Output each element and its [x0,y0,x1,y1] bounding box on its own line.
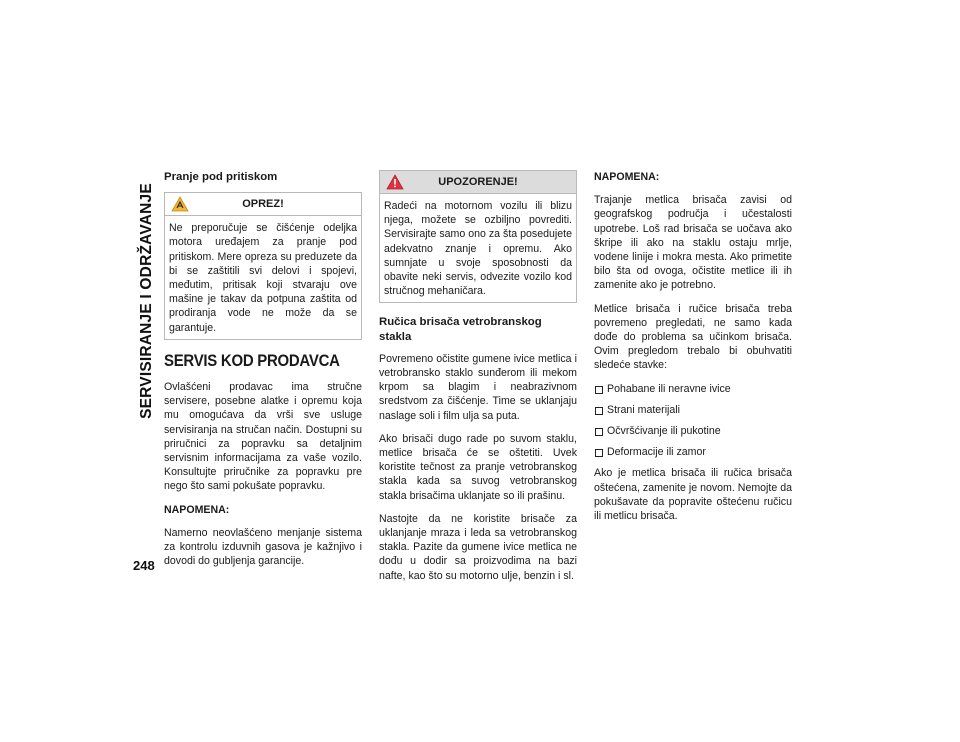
wiper-paragraph-2: Ako brisači dugo rade po suvom staklu, metlice brisača će se oštetiti. Uvek koristite tečnost za pranje vetrobranskog stakla kada sa suvog vetrobranskog stakla brisačima uklanjate so ili prašinu. [379,432,577,502]
warning-header [380,171,576,194]
pressure-wash-heading: Pranje pod pritiskom [164,171,278,183]
list-item: Strani materijali [594,403,792,417]
checkbox-square-icon [595,386,603,394]
column-middle [379,170,577,592]
dealer-service-title: SERVIS KOD PRODAVCA [164,350,340,370]
note-text: Namerno neovlašćeno menjanje sistema za kontrolu izduvnih gasova je kažnjivo i dovodi do gubljenja garancije. [164,526,362,568]
warning-box [379,170,577,303]
page-number: 248 [133,558,155,573]
list-item: Očvršćivanje ili pukotine [594,424,792,438]
warning-title: UPOZORENJE! [438,175,518,188]
caution-header [165,193,361,216]
list-item: Deformacije ili zamor [594,445,792,459]
wiper-paragraph-1: Povremeno očistite gumene ivice metlica i vetrobransko staklo sunđerom ili mekom krpom sa blagim i neabrazivnom sredstvom za čišćenje. Time se uklanjaju naslage soli i film ulja sa puta. [379,352,577,422]
inspection-list [594,382,792,460]
section-tab [134,170,160,432]
dealer-service-paragraph: Ovlašćeni prodavac ima stručne servisere, posebne alatke i opremu koja mu omogućava da vrši sve usluge servisiranja na stručan način. Dostupni su priručnici za popravku sa detaljnim servisnim informacijama za vaše vozilo. Konsultujte priručnike za popravku pre nego što sami pokušate popravku. [164,381,362,493]
column-right [594,170,792,532]
checkbox-square-icon [595,407,603,415]
list-item: Pohabane ili neravne ivice [594,382,792,396]
checkbox-square-icon [595,449,603,457]
note-text-right: Trajanje metlica brisača zavisi od geografskog područja i učestalosti upotrebe. Loš rad brisača se uočava ako škripe ili ako na staklu ostaju mrlje, vodene linije i mokra mesta. Ako primetite bilo šta od ovoga, očistite metlice ili ih zamenite ako je potrebno. [594,194,792,292]
caution-title: OPREZ! [242,198,284,211]
caution-triangle-icon [171,196,189,212]
wiper-paragraph-3: Nastojte da ne koristite brisače za uklanjanje mraza i leda sa vetrobranskog stakla. Pazite da gumene ivice metlica ne dođu u dodir sa proizvodima na bazi nafte, kao što su motorno ulje, benzin i sl. [379,512,577,582]
note-label: NAPOMENA: [164,503,230,516]
warning-text: Radeći na motornom vozilu ili blizu njega, možete se ozbiljno povrediti. Servisirajte samo ono za šta posedujete adekvatno znanje i opremu. Ako sumnjate u svoje sposobnosti da obavite neki servis, odvezite vozilo kod stručnog mehaničara. [384,200,572,298]
caution-box [164,192,362,340]
checkbox-square-icon [595,428,603,436]
inspection-paragraph: Metlice brisača i ručice brisača treba povremeno pregledati, ne samo kada dođe do problema sa učinkom brisača. Ovim pregledom trebalo bi obuhvatiti sledeće stavke: [594,302,792,372]
column-left [164,170,362,577]
warning-triangle-icon [386,174,404,190]
section-tab-label: SERVISIRANJE I ODRŽAVANJE [138,183,156,419]
wiper-arm-heading: Ručica brisača vetrobranskog stakla [379,316,542,343]
replace-paragraph: Ako je metlica brisača ili ručica brisača oštećena, zamenite je novom. Nemojte da pokušavate da popravite oštećenu ručicu ili metlicu brisača. [594,467,792,523]
note-label-right: NAPOMENA: [594,171,660,183]
caution-text: Ne preporučuje se čišćenje odeljka motora uređajem za pranje pod pritiskom. Mere opreza su preduzete da bi se zaštitili svi delovi i spojevi, međutim, pritisak koji stvaraju ove mašine je takav da potpuna zaštita od prodiranja vode ne može da se garantuje. [169,222,357,334]
